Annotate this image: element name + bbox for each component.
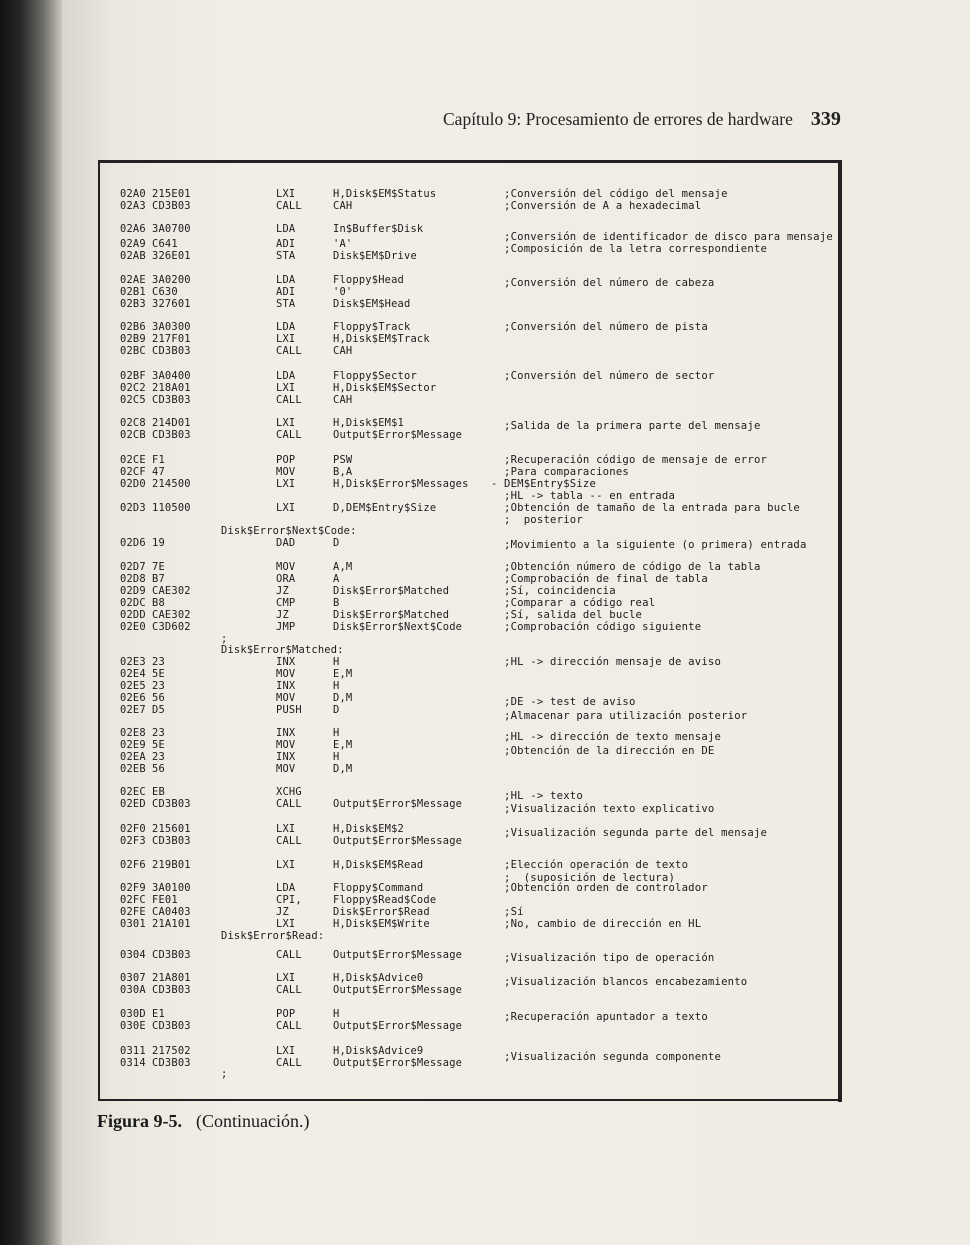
- address-cell: 02DD: [120, 609, 146, 621]
- address-cell: 02B6: [120, 321, 146, 333]
- address-cell: 02D7: [120, 561, 146, 573]
- comment-cell: ;Comprobación código siguiente: [504, 621, 702, 633]
- opcode-cell: LXI: [276, 188, 296, 200]
- operand-cell: PSW: [333, 454, 353, 466]
- opcode-cell: LDA: [276, 882, 296, 894]
- opcode-cell: CALL: [276, 798, 302, 810]
- opcode-cell: MOV: [276, 561, 296, 573]
- hex-code-cell: B7: [152, 573, 165, 585]
- label-cell: ;: [221, 633, 228, 645]
- page-number: 339: [810, 108, 841, 130]
- address-cell: 02B9: [120, 333, 146, 345]
- hex-code-cell: 23: [152, 656, 165, 668]
- address-cell: 02F3: [120, 835, 146, 847]
- hex-code-cell: 218A01: [152, 382, 191, 394]
- opcode-cell: ADI: [276, 286, 296, 298]
- opcode-cell: CALL: [276, 949, 302, 961]
- operand-cell: H,Disk$EM$1: [333, 417, 405, 429]
- hex-code-cell: 3A0400: [152, 370, 191, 382]
- opcode-cell: MOV: [276, 739, 296, 751]
- hex-code-cell: 217502: [152, 1045, 191, 1057]
- comment-cell: ;HL -> texto: [504, 790, 583, 802]
- address-cell: 02EB: [120, 763, 146, 775]
- comment-cell: ;Elección operación de texto: [504, 859, 689, 871]
- hex-code-cell: CD3B03: [152, 429, 191, 441]
- opcode-cell: JZ: [276, 906, 289, 918]
- comment-cell: ;Movimiento a la siguiente (o primera) entrada: [504, 539, 807, 551]
- operand-cell: Disk$EM$Drive: [333, 250, 417, 262]
- comment-cell: ;Obtención de tamaño de la entrada para bucle: [504, 502, 801, 514]
- address-cell: 02A3: [120, 200, 146, 212]
- opcode-cell: JMP: [276, 621, 296, 633]
- opcode-cell: CALL: [276, 200, 302, 212]
- address-cell: 02AB: [120, 250, 146, 262]
- hex-code-cell: CD3B03: [152, 835, 191, 847]
- hex-code-cell: 23: [152, 680, 165, 692]
- address-cell: 02AE: [120, 274, 146, 286]
- operand-cell: CAH: [333, 394, 353, 406]
- address-cell: 02C8: [120, 417, 146, 429]
- comment-cell: ;No, cambio de dirección en HL: [504, 918, 702, 930]
- hex-code-cell: 56: [152, 763, 165, 775]
- opcode-cell: MOV: [276, 466, 296, 478]
- address-cell: 02D6: [120, 537, 146, 549]
- comment-cell: ;Visualización segunda parte del mensaje: [504, 827, 768, 839]
- hex-code-cell: 47: [152, 466, 165, 478]
- opcode-cell: DAD: [276, 537, 296, 549]
- operand-cell: H,Disk$EM$Read: [333, 859, 424, 871]
- chapter-title: Capítulo 9: Procesamiento de errores de hardware: [443, 109, 793, 129]
- hex-code-cell: 23: [152, 751, 165, 763]
- opcode-cell: LDA: [276, 223, 296, 235]
- operand-cell: H,Disk$EM$2: [333, 823, 405, 835]
- hex-code-cell: 219B01: [152, 859, 191, 871]
- operand-cell: H,Disk$Advice0: [333, 972, 424, 984]
- operand-cell: H: [333, 680, 340, 692]
- hex-code-cell: CD3B03: [152, 345, 191, 357]
- comment-cell: ;Sí, coincidencia: [504, 585, 616, 597]
- hex-code-cell: C641: [152, 238, 178, 250]
- address-cell: 02CB: [120, 429, 146, 441]
- opcode-cell: INX: [276, 727, 296, 739]
- comment-cell: ;Comprobación de final de tabla: [504, 573, 708, 585]
- hex-code-cell: 3A0100: [152, 882, 191, 894]
- frame-top-border: [98, 160, 842, 163]
- comment-cell: ;Conversión del número de pista: [504, 321, 708, 333]
- operand-cell: D,M: [333, 763, 353, 775]
- address-cell: 02DC: [120, 597, 146, 609]
- address-cell: 02E0: [120, 621, 146, 633]
- address-cell: 02FE: [120, 906, 146, 918]
- operand-cell: Disk$Error$Next$Code: [333, 621, 463, 633]
- opcode-cell: LXI: [276, 859, 296, 871]
- operand-cell: H: [333, 727, 340, 739]
- operand-cell: Output$Error$Message: [333, 984, 463, 996]
- hex-code-cell: EB: [152, 786, 165, 798]
- label-cell: Disk$Error$Read:: [221, 930, 325, 942]
- comment-cell: ;Sí, salida del bucle: [504, 609, 643, 621]
- operand-cell: Output$Error$Message: [333, 429, 463, 441]
- operand-cell: Floppy$Track: [333, 321, 411, 333]
- opcode-cell: LXI: [276, 918, 296, 930]
- opcode-cell: CALL: [276, 345, 302, 357]
- address-cell: 02F0: [120, 823, 146, 835]
- operand-cell: CAH: [333, 345, 353, 357]
- address-cell: 0304: [120, 949, 146, 961]
- operand-cell: E,M: [333, 668, 353, 680]
- figure-caption: [97, 1111, 309, 1132]
- operand-cell: H,Disk$EM$Sector: [333, 382, 437, 394]
- comment-cell: ;Visualización texto explicativo: [504, 803, 715, 815]
- address-cell: 030E: [120, 1020, 146, 1032]
- operand-cell: H,Disk$EM$Track: [333, 333, 430, 345]
- hex-code-cell: 217F01: [152, 333, 191, 345]
- comment-cell: ;HL -> dirección de texto mensaje: [504, 731, 722, 743]
- address-cell: 030A: [120, 984, 146, 996]
- opcode-cell: LDA: [276, 274, 296, 286]
- address-cell: 02B3: [120, 298, 146, 310]
- address-cell: 02E7: [120, 704, 146, 716]
- address-cell: 02CF: [120, 466, 146, 478]
- operand-cell: D,M: [333, 692, 353, 704]
- address-cell: 02C5: [120, 394, 146, 406]
- operand-cell: H,Disk$Error$Messages: [333, 478, 469, 490]
- figure-caption-text: (Continuación.): [196, 1111, 310, 1131]
- hex-code-cell: 3A0300: [152, 321, 191, 333]
- opcode-cell: STA: [276, 298, 296, 310]
- hex-code-cell: CD3B03: [152, 1057, 191, 1069]
- opcode-cell: CALL: [276, 984, 302, 996]
- operand-cell: CAH: [333, 200, 353, 212]
- hex-code-cell: FE01: [152, 894, 178, 906]
- opcode-cell: CALL: [276, 1020, 302, 1032]
- comment-cell: ;Recuperación apuntador a texto: [504, 1011, 708, 1023]
- comment-cell: ;DE -> test de aviso: [504, 696, 636, 708]
- comment-cell: ;Salida de la primera parte del mensaje: [504, 420, 761, 432]
- address-cell: 02E4: [120, 668, 146, 680]
- address-cell: 0314: [120, 1057, 146, 1069]
- operand-cell: '0': [333, 286, 353, 298]
- opcode-cell: LXI: [276, 417, 296, 429]
- opcode-cell: LXI: [276, 502, 296, 514]
- opcode-cell: INX: [276, 656, 296, 668]
- listing-frame: [98, 161, 840, 1101]
- address-cell: 02E9: [120, 739, 146, 751]
- operand-cell: H: [333, 656, 340, 668]
- opcode-cell: ADI: [276, 238, 296, 250]
- hex-code-cell: 3A0200: [152, 274, 191, 286]
- opcode-cell: CALL: [276, 394, 302, 406]
- comment-cell: ;Visualización segunda componente: [504, 1051, 722, 1063]
- hex-code-cell: F1: [152, 454, 165, 466]
- address-cell: 0307: [120, 972, 146, 984]
- hex-code-cell: CD3B03: [152, 798, 191, 810]
- address-cell: 02A9: [120, 238, 146, 250]
- hex-code-cell: 110500: [152, 502, 191, 514]
- hex-code-cell: 3A0700: [152, 223, 191, 235]
- comment-cell: ;Obtención de la dirección en DE: [504, 745, 715, 757]
- comment-cell: ;Conversión del número de sector: [504, 370, 715, 382]
- figure-number: Figura 9-5.: [97, 1111, 182, 1131]
- comment-cell: ;Conversión del código del mensaje: [504, 188, 728, 200]
- address-cell: 02E3: [120, 656, 146, 668]
- operand-cell: H,Disk$EM$Status: [333, 188, 437, 200]
- comment-cell: ;Comparar a código real: [504, 597, 656, 609]
- comment-cell: ;Visualización blancos encabezamiento: [504, 976, 748, 988]
- comment-cell: ;Recuperación código de mensaje de error: [504, 454, 768, 466]
- address-cell: 0311: [120, 1045, 146, 1057]
- comment-cell: ; posterior: [504, 514, 583, 526]
- opcode-cell: INX: [276, 680, 296, 692]
- operand-cell: Output$Error$Message: [333, 949, 463, 961]
- operand-cell: Floppy$Read$Code: [333, 894, 437, 906]
- hex-code-cell: C3D602: [152, 621, 191, 633]
- opcode-cell: LXI: [276, 333, 296, 345]
- comment-cell: ;Conversión del número de cabeza: [504, 277, 715, 289]
- address-cell: 02BF: [120, 370, 146, 382]
- opcode-cell: LXI: [276, 972, 296, 984]
- opcode-cell: POP: [276, 1008, 296, 1020]
- operand-cell: Output$Error$Message: [333, 835, 463, 847]
- address-cell: 02D3: [120, 502, 146, 514]
- hex-code-cell: 19: [152, 537, 165, 549]
- hex-code-cell: B8: [152, 597, 165, 609]
- hex-code-cell: CD3B03: [152, 200, 191, 212]
- label-cell: Disk$Error$Matched:: [221, 644, 344, 656]
- operand-cell: Floppy$Head: [333, 274, 405, 286]
- hex-code-cell: 214500: [152, 478, 191, 490]
- address-cell: 02F9: [120, 882, 146, 894]
- opcode-cell: CALL: [276, 429, 302, 441]
- operand-cell: D: [333, 537, 340, 549]
- hex-code-cell: 7E: [152, 561, 165, 573]
- hex-code-cell: 21A101: [152, 918, 191, 930]
- opcode-cell: JZ: [276, 609, 289, 621]
- hex-code-cell: CD3B03: [152, 1020, 191, 1032]
- operand-cell: D,DEM$Entry$Size: [333, 502, 437, 514]
- operand-cell: H,Disk$EM$Write: [333, 918, 430, 930]
- operand-cell: 'A': [333, 238, 353, 250]
- opcode-cell: JZ: [276, 585, 289, 597]
- hex-code-cell: 215E01: [152, 188, 191, 200]
- address-cell: 02D9: [120, 585, 146, 597]
- address-cell: 02A6: [120, 223, 146, 235]
- comment-cell: ;Visualización tipo de operación: [504, 952, 715, 964]
- opcode-cell: CALL: [276, 835, 302, 847]
- opcode-cell: PUSH: [276, 704, 302, 716]
- operand-cell: Disk$Error$Read: [333, 906, 430, 918]
- comment-cell: ;Conversión de A a hexadecimal: [504, 200, 702, 212]
- opcode-cell: LXI: [276, 382, 296, 394]
- hex-code-cell: C630: [152, 286, 178, 298]
- label-cell: Disk$Error$Next$Code:: [221, 525, 357, 537]
- operand-cell: D: [333, 704, 340, 716]
- opcode-cell: INX: [276, 751, 296, 763]
- operand-cell: Disk$Error$Matched: [333, 609, 450, 621]
- address-cell: 02FC: [120, 894, 146, 906]
- hex-code-cell: CAE302: [152, 585, 191, 597]
- operand-cell: H: [333, 751, 340, 763]
- address-cell: 02A0: [120, 188, 146, 200]
- address-cell: 030D: [120, 1008, 146, 1020]
- operand-cell: Output$Error$Message: [333, 1057, 463, 1069]
- operand-cell: Output$Error$Message: [333, 1020, 463, 1032]
- operand-cell: In$Buffer$Disk: [333, 223, 424, 235]
- address-cell: 02C2: [120, 382, 146, 394]
- hex-code-cell: CA0403: [152, 906, 191, 918]
- opcode-cell: LDA: [276, 321, 296, 333]
- address-cell: 02EC: [120, 786, 146, 798]
- running-header: [443, 108, 841, 131]
- operand-cell: Floppy$Sector: [333, 370, 417, 382]
- opcode-cell: MOV: [276, 668, 296, 680]
- opcode-cell: CALL: [276, 1057, 302, 1069]
- comment-cell: ;Obtención orden de controlador: [504, 882, 708, 894]
- address-cell: 02E5: [120, 680, 146, 692]
- address-cell: 02EA: [120, 751, 146, 763]
- comment-cell: ;Conversión de identificador de disco para mensaje: [504, 231, 833, 243]
- operand-cell: A: [333, 573, 340, 585]
- hex-code-cell: CD3B03: [152, 394, 191, 406]
- hex-code-cell: E1: [152, 1008, 165, 1020]
- opcode-cell: MOV: [276, 763, 296, 775]
- operand-cell: Output$Error$Message: [333, 798, 463, 810]
- opcode-cell: MOV: [276, 692, 296, 704]
- label-cell: ;: [221, 1068, 228, 1080]
- hex-code-cell: 5E: [152, 668, 165, 680]
- hex-code-cell: 215601: [152, 823, 191, 835]
- operand-cell: E,M: [333, 739, 353, 751]
- operand-cell: B: [333, 597, 340, 609]
- comment-cell: ;HL -> tabla -- en entrada: [504, 490, 676, 502]
- hex-code-cell: 5E: [152, 739, 165, 751]
- continuation-minus: -: [491, 478, 498, 490]
- opcode-cell: STA: [276, 250, 296, 262]
- operand-cell: H: [333, 1008, 340, 1020]
- frame-right-border: [838, 160, 842, 1102]
- hex-code-cell: 21A801: [152, 972, 191, 984]
- hex-code-cell: 23: [152, 727, 165, 739]
- opcode-cell: CMP: [276, 597, 296, 609]
- comment-cell: ;Composición de la letra correspondiente: [504, 243, 768, 255]
- hex-code-cell: 326E01: [152, 250, 191, 262]
- operand-cell: Disk$EM$Head: [333, 298, 411, 310]
- comment-cell: ;HL -> dirección mensaje de aviso: [504, 656, 722, 668]
- comment-cell: ; (suposición de lectura): [504, 872, 676, 884]
- address-cell: 02E6: [120, 692, 146, 704]
- operand-cell: Floppy$Command: [333, 882, 424, 894]
- hex-code-cell: CAE302: [152, 609, 191, 621]
- hex-code-cell: CD3B03: [152, 984, 191, 996]
- hex-code-cell: 214D01: [152, 417, 191, 429]
- address-cell: 02E8: [120, 727, 146, 739]
- operand-cell: B,A: [333, 466, 353, 478]
- opcode-cell: CPI,: [276, 894, 302, 906]
- comment-cell: DEM$Entry$Size: [504, 478, 597, 490]
- opcode-cell: ORA: [276, 573, 296, 585]
- comment-cell: ;Almacenar para utilización posterior: [504, 710, 748, 722]
- address-cell: 02F6: [120, 859, 146, 871]
- opcode-cell: XCHG: [276, 786, 302, 798]
- operand-cell: Disk$Error$Matched: [333, 585, 450, 597]
- opcode-cell: LDA: [276, 370, 296, 382]
- address-cell: 0301: [120, 918, 146, 930]
- hex-code-cell: D5: [152, 704, 165, 716]
- opcode-cell: POP: [276, 454, 296, 466]
- address-cell: 02D8: [120, 573, 146, 585]
- comment-cell: ;Sí: [504, 906, 524, 918]
- book-spine-shadow: [0, 0, 62, 1245]
- address-cell: 02BC: [120, 345, 146, 357]
- comment-cell: ;Para comparaciones: [504, 466, 629, 478]
- address-cell: 02B1: [120, 286, 146, 298]
- hex-code-cell: 56: [152, 692, 165, 704]
- operand-cell: A,M: [333, 561, 353, 573]
- opcode-cell: LXI: [276, 1045, 296, 1057]
- opcode-cell: LXI: [276, 823, 296, 835]
- comment-cell: ;Obtención número de código de la tabla: [504, 561, 761, 573]
- opcode-cell: LXI: [276, 478, 296, 490]
- address-cell: 02D0: [120, 478, 146, 490]
- hex-code-cell: CD3B03: [152, 949, 191, 961]
- address-cell: 02CE: [120, 454, 146, 466]
- hex-code-cell: 327601: [152, 298, 191, 310]
- operand-cell: H,Disk$Advice9: [333, 1045, 424, 1057]
- address-cell: 02ED: [120, 798, 146, 810]
